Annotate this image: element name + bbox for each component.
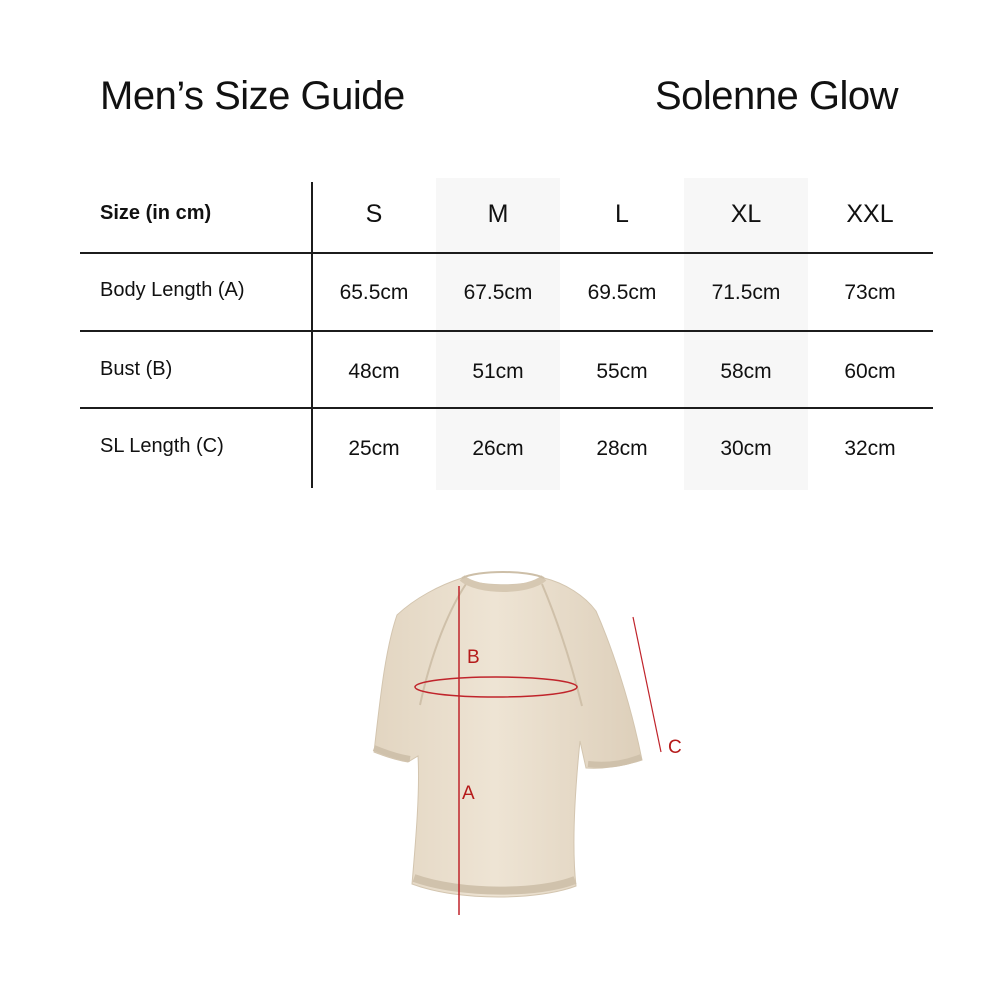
row-label-bust: Bust (B) [100, 358, 173, 380]
table-cell: 58cm [720, 360, 772, 383]
label-body-length-a: A [462, 783, 475, 804]
page-title: Men’s Size Guide [100, 74, 405, 118]
table-cell: 28cm [596, 437, 648, 460]
table-cell: 25cm [348, 437, 400, 460]
size-header-xxl: XXL [846, 200, 894, 228]
table-cell: 51cm [472, 360, 524, 383]
label-sleeve-length-c: C [668, 737, 682, 758]
size-header-m: M [487, 200, 509, 228]
table-cell: 26cm [472, 437, 524, 460]
table-cell: 69.5cm [587, 281, 657, 304]
table-cell: 32cm [844, 437, 896, 460]
table-cell: 71.5cm [711, 281, 781, 304]
table-cell: 65.5cm [339, 281, 409, 304]
table-cell: 48cm [348, 360, 400, 383]
row-label-body-length: Body Length (A) [100, 279, 245, 301]
table-cell: 55cm [596, 360, 648, 383]
table-cell: 60cm [844, 360, 896, 383]
tshirt-illustration [374, 572, 642, 897]
label-bust-b: B [467, 647, 480, 668]
brand-name: Solenne Glow [654, 74, 898, 118]
table-cell: 67.5cm [463, 281, 533, 304]
table-cell: 30cm [720, 437, 772, 460]
size-header-s: S [365, 200, 383, 228]
table-corner-label: Size (in cm) [100, 202, 212, 224]
size-header-l: L [615, 200, 629, 228]
table-cell: 73cm [844, 281, 896, 304]
size-header-xl: XL [730, 200, 762, 228]
sleeve-length-line [633, 617, 661, 752]
row-label-sleeve-length: SL Length (C) [100, 435, 224, 457]
